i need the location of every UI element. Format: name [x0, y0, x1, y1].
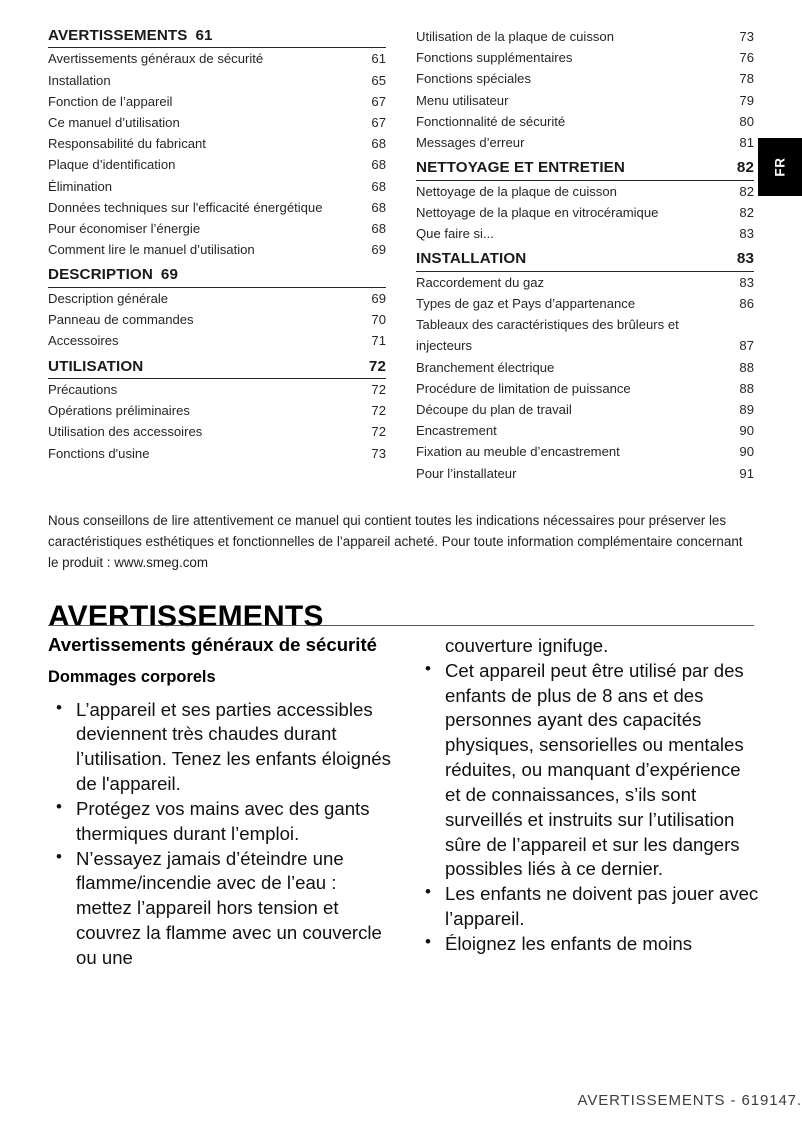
toc-entry-page-number: 88 [739, 380, 754, 396]
toc-entry-page-number: 80 [739, 113, 754, 129]
toc-section-page-number: 83 [736, 250, 754, 268]
toc-entry-label: Installation [48, 72, 111, 88]
toc-section-title: NETTOYAGE ET ENTRETIEN [416, 159, 625, 177]
toc-entry-ce-manuel-d-utilisation[interactable] [48, 112, 386, 133]
toc-section-title: UTILISATION [48, 357, 144, 375]
toc-entry-page-number: 68 [371, 178, 386, 194]
toc-entry-raccordement-du-gaz[interactable] [416, 272, 754, 293]
toc-entry-pour-economiser-l-energie[interactable] [48, 218, 386, 239]
toc-entry-encastrement[interactable] [416, 420, 754, 441]
bullet-item: • Protégez vos mains avec des gants thermiques durant l’emploi. [48, 797, 391, 847]
toc-entry-fonctions-speciales[interactable] [416, 68, 754, 89]
toc-entry-page-number: 71 [371, 333, 386, 349]
toc-entry-label: Pour économiser l’énergie [48, 221, 201, 237]
toc-entry-nettoyage-de-la-plaque-de-cuisson[interactable] [416, 181, 754, 202]
subsection-heading: Dommages corporels [48, 667, 216, 686]
toc-entry-pour-l-installateur[interactable] [416, 463, 754, 484]
toc-entry-accessoires[interactable] [48, 330, 386, 351]
page-footer: AVERTISSEMENTS - 619147. [577, 1092, 802, 1109]
toc-entry-label: Élimination [48, 178, 113, 194]
toc-entry-page-number: 82 [739, 183, 754, 199]
toc-entry-page-number: 89 [739, 401, 754, 417]
toc-entry-page-number: 76 [739, 50, 754, 66]
toc-section-title: INSTALLATION [416, 250, 527, 268]
bullet-item: • Cet appareil peut être utilisé par des enfants de plus de 8 ans et des personnes ayant des capacités physiques, sensorielles ou mentales réduites, ou manquant d’expérience et de connaissances, s’ils sont surveillés et instruits sur l’utilisation sûre de l’appareil et sur les dangers possibles liés à ce dernier. [417, 659, 760, 882]
toc-entry-page-number: 78 [739, 71, 754, 87]
toc-entry-fonctions-supplementaires[interactable] [416, 47, 754, 68]
toc-entry-label: Utilisation des accessoires [48, 424, 203, 440]
toc-entry-page-number: 69 [371, 290, 386, 306]
table-of-contents [48, 26, 754, 484]
toc-entry-description-generale[interactable] [48, 288, 386, 309]
toc-section-header-description[interactable] [48, 260, 386, 287]
toc-entry-fonction-de-l-appareil[interactable] [48, 91, 386, 112]
bullet-continuation: couverture ignifuge. [445, 635, 609, 656]
toc-entry-label: Fonctions spéciales [416, 71, 531, 87]
toc-entry-donnees-techniques-sur-l-efficacite-ener[interactable] [48, 197, 386, 218]
toc-entry-utilisation-des-accessoires[interactable] [48, 421, 386, 442]
toc-section-title: DESCRIPTION [48, 266, 153, 284]
toc-entry-page-number: 79 [739, 92, 754, 108]
safety-bullet-list-left [48, 698, 391, 971]
toc-entry-fonctions-d-usine[interactable] [48, 443, 386, 464]
toc-entry-label: Raccordement du gaz [416, 274, 545, 290]
toc-entry-que-faire-si[interactable] [416, 223, 754, 244]
toc-entry-label: Panneau de commandes [48, 312, 194, 328]
toc-entry-page-number: 90 [739, 444, 754, 460]
toc-entry-label: Nettoyage de la plaque de cuisson [416, 183, 617, 199]
body-right-column [417, 634, 760, 971]
toc-entry-page-number: 91 [739, 465, 754, 481]
toc-entry-label: Fonction de l’appareil [48, 93, 173, 109]
toc-entry-page-number: 67 [371, 115, 386, 131]
toc-section-page-number: 82 [736, 159, 754, 177]
toc-entry-operations-preliminaires[interactable] [48, 400, 386, 421]
toc-section-title: AVERTISSEMENTS [48, 27, 188, 44]
section-heading: Avertissements généraux de sécurité [48, 634, 377, 655]
toc-entry-label: Plaque d’identification [48, 157, 176, 173]
toc-entry-label: Fonctions d'usine [48, 445, 150, 461]
toc-entry-label: Nettoyage de la plaque en vitrocéramique [416, 204, 659, 220]
toc-entry-page-number: 72 [371, 382, 386, 397]
toc-entry-label: Fonctionnalité de sécurité [416, 113, 566, 129]
toc-entry-responsabilite-du-fabricant[interactable] [48, 133, 386, 154]
toc-entry-page-number: 83 [739, 226, 754, 242]
toc-entry-label: Comment lire le manuel d’utilisation [48, 242, 255, 258]
toc-entry-page-number: 82 [739, 204, 754, 220]
bullet-item: • Éloignez les enfants de moins [417, 932, 760, 957]
chapter-title-rule [48, 625, 754, 626]
toc-entry-page-number: 72 [371, 403, 386, 419]
toc-entry-comment-lire-le-manuel-d-utilisation[interactable] [48, 239, 386, 260]
toc-entry-precautions[interactable] [48, 379, 386, 400]
toc-entry-page-number: 65 [371, 72, 386, 88]
toc-entry-label: Procédure de limitation de puissance [416, 380, 631, 396]
toc-entry-page-number: 68 [371, 136, 386, 152]
toc-entry-label: Données techniques sur l'efficacité énergétique [48, 199, 323, 215]
intro-paragraph: Nous conseillons de lire attentivement ce manuel qui contient toutes les indications nécessaires pour préserver les caractéristiques esthétiques et fonctionnelles de l’appareil acheté. Pour toute information complémentaire concernant le produit : www.smeg.com [48, 513, 743, 570]
toc-entry-label: Description générale [48, 290, 169, 306]
toc-entry-nettoyage-de-la-plaque-en-vitroceramique[interactable] [416, 202, 754, 223]
chapter-title: AVERTISSEMENTS [48, 600, 324, 634]
toc-entry-label: Types de gaz et Pays d’appartenance [416, 295, 636, 311]
toc-entry-page-number: 83 [739, 274, 754, 290]
toc-entry-page-number: 88 [739, 359, 754, 375]
toc-entry-label: Responsabilité du fabricant [48, 136, 206, 152]
toc-entry-label: Pour l’installateur [416, 465, 517, 481]
toc-entry-label: Ce manuel d’utilisation [48, 115, 180, 131]
toc-entry-installation[interactable] [48, 70, 386, 91]
toc-section-header-utilisation[interactable] [48, 352, 386, 379]
toc-entry-label: Opérations préliminaires [48, 403, 190, 419]
toc-entry-panneau-de-commandes[interactable] [48, 309, 386, 330]
toc-entry-page-number: 87 [739, 338, 754, 354]
language-tab-label: FR [772, 157, 788, 177]
toc-entry-page-number: 73 [371, 445, 386, 461]
toc-entry-page-number: 61 [371, 51, 386, 67]
body-content [48, 634, 760, 971]
toc-entry-label: Menu utilisateur [416, 92, 509, 108]
toc-entry-page-number: 68 [371, 199, 386, 215]
bullet-item: • Les enfants ne doivent pas jouer avec l’appareil. [417, 882, 760, 932]
toc-entry-plaque-d-identification[interactable] [48, 154, 386, 175]
toc-entry-page-number: 86 [739, 295, 754, 311]
toc-entry-menu-utilisateur[interactable] [416, 90, 754, 111]
toc-entry-label: Tableaux des caractéristiques des brûleurs et injecteurs [416, 317, 679, 354]
toc-entry-label: Messages d’erreur [416, 135, 525, 151]
toc-section-header-nettoyage-et-entretien[interactable] [416, 153, 754, 180]
toc-section-header-installation[interactable] [416, 244, 754, 271]
toc-entry-page-number: 90 [739, 423, 754, 439]
toc-entry-fixation-au-meuble-d-encastrement[interactable] [416, 441, 754, 462]
toc-entry-label: Découpe du plan de travail [416, 401, 572, 417]
toc-entry-page-number: 81 [739, 135, 754, 151]
toc-entry-page-number: 67 [371, 93, 386, 109]
toc-section-page-number: 72 [368, 357, 386, 375]
bullet-item: • L’appareil et ses parties accessibles deviennent très chaudes durant l’utilisation. Tenez les enfants éloignés de l'appareil. [48, 698, 391, 797]
toc-entry-page-number: 73 [739, 29, 754, 44]
toc-entry-elimination[interactable] [48, 176, 386, 197]
toc-entry-page-number: 69 [371, 242, 386, 258]
toc-section-header-avertissements[interactable] [48, 26, 386, 48]
language-tab-fr [758, 138, 802, 196]
toc-entry-decoupe-du-plan-de-travail[interactable] [416, 399, 754, 420]
toc-entry-messages-d-erreur[interactable] [416, 132, 754, 153]
toc-entry-label: Encastrement [416, 423, 497, 439]
toc-entry-page-number: 70 [371, 312, 386, 328]
toc-entry-utilisation-de-la-plaque-de-cuisson[interactable] [416, 26, 754, 47]
toc-entry-tableaux-des-caracteristiques-des-bruleu[interactable] [416, 314, 754, 356]
toc-right-column [416, 26, 754, 484]
toc-entry-branchement-electrique[interactable] [416, 357, 754, 378]
toc-entry-avertissements-generaux-de-securite[interactable] [48, 48, 386, 69]
bullet-item: • N’essayez jamais d’éteindre une flamme/incendie avec de l’eau : mettez l’appareil hors tension et couvrez la flamme avec un couvercle ou une [48, 847, 391, 971]
toc-section-page-number: 69 [160, 266, 178, 284]
toc-entry-fonctionnalite-de-securite[interactable] [416, 111, 754, 132]
toc-entry-label: Branchement électrique [416, 359, 555, 375]
toc-entry-label: Précautions [48, 382, 118, 397]
toc-entry-page-number: 72 [371, 424, 386, 440]
toc-entry-page-number: 68 [371, 157, 386, 173]
toc-entry-label: Avertissements généraux de sécurité [48, 51, 264, 67]
toc-entry-label: Utilisation de la plaque de cuisson [416, 29, 614, 44]
toc-entry-page-number: 68 [371, 221, 386, 237]
toc-entry-procedure-de-limitation-de-puissance[interactable] [416, 378, 754, 399]
toc-entry-types-de-gaz-et-pays-d-appartenance[interactable] [416, 293, 754, 314]
toc-entry-label: Fixation au meuble d’encastrement [416, 444, 620, 460]
toc-section-page-number: 61 [195, 27, 213, 44]
toc-entry-label: Que faire si... [416, 226, 494, 242]
toc-entry-label: Fonctions supplémentaires [416, 50, 573, 66]
toc-entry-label: Accessoires [48, 333, 119, 349]
toc-left-column [48, 26, 386, 484]
body-left-column [48, 634, 391, 971]
safety-bullet-list-right [417, 634, 760, 957]
